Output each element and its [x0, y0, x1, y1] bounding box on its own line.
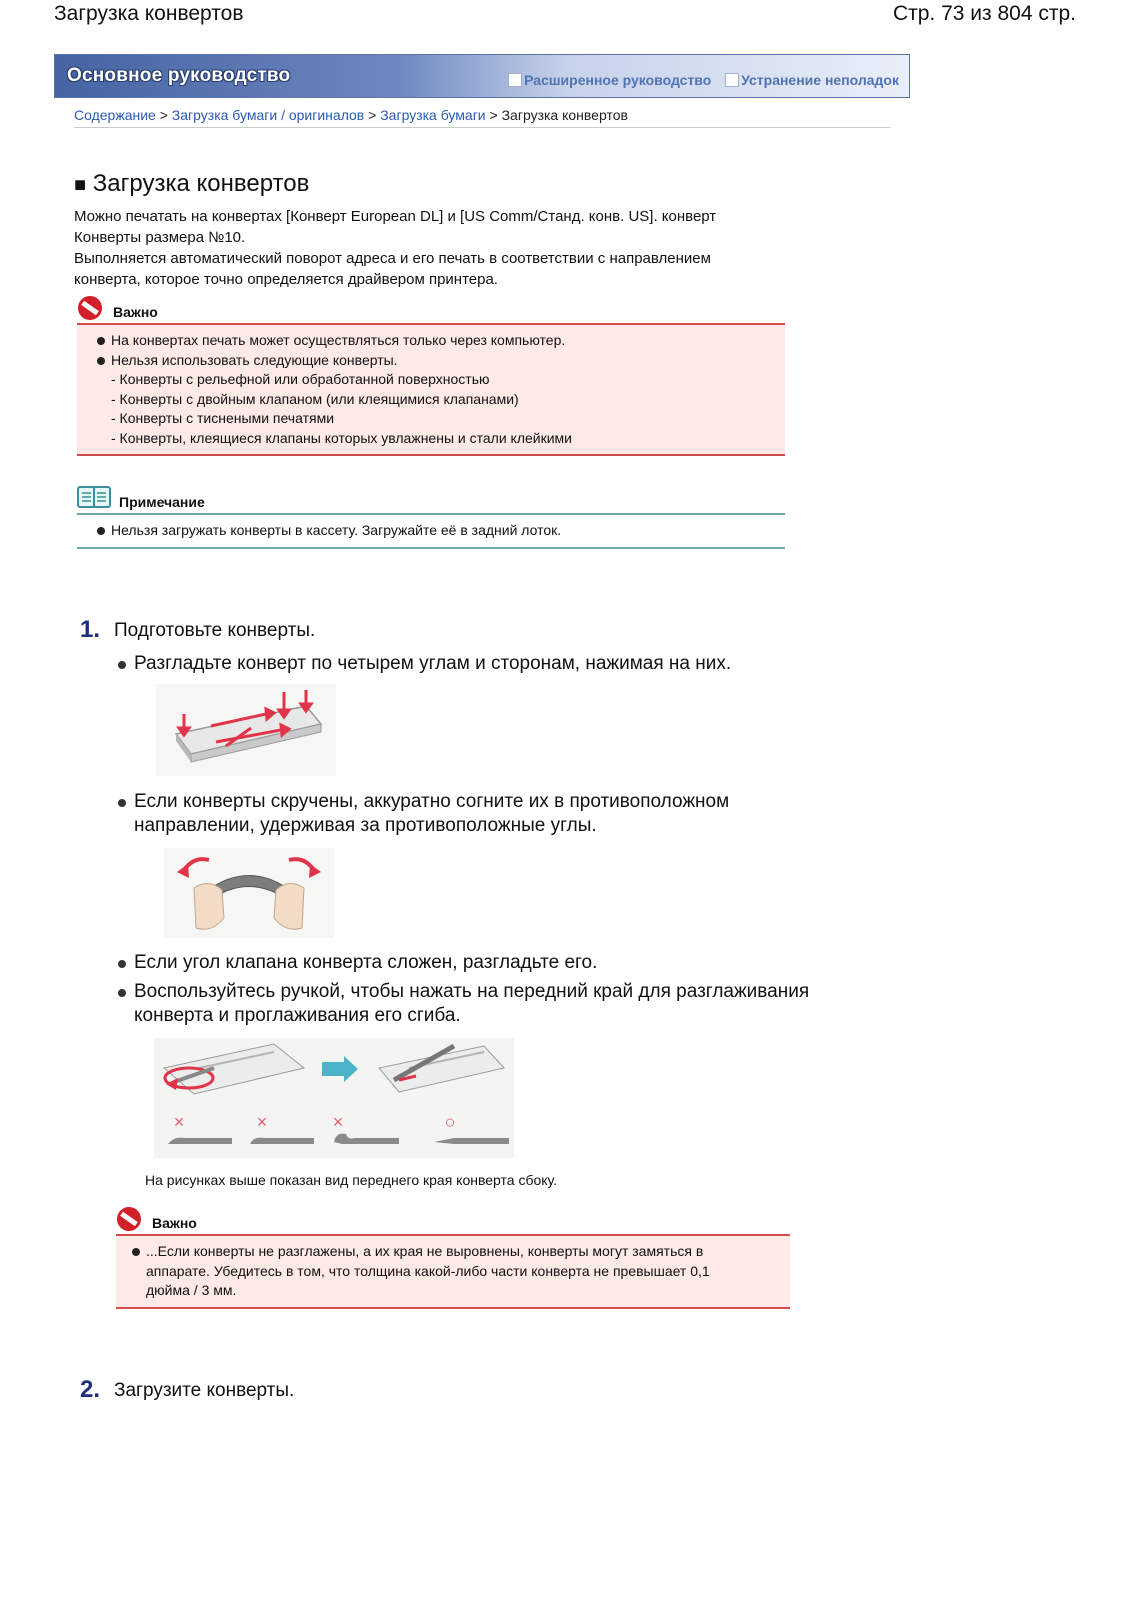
step-2	[78, 1376, 898, 1403]
illustration-caption: На рисунках выше показан вид переднего края конверта сбоку.	[145, 1172, 558, 1188]
square-icon	[725, 73, 739, 87]
manual-nav-banner	[54, 54, 910, 98]
bad-mark: ×	[332, 1112, 344, 1132]
prohibited-icon	[77, 295, 103, 321]
main-content	[74, 170, 874, 290]
breadcrumb-loading-paper[interactable]: Загрузка бумаги	[380, 107, 486, 123]
step-1-bullet-pen: Воспользуйтесь ручкой, чтобы нажать на передний край для разглаживания конверта и проглаживания его сгиба.	[72, 980, 964, 1028]
good-mark: ○	[444, 1112, 456, 1132]
step-1-bullet-curled: Если конверты скручены, аккуратно согните их в противоположном направлении, удерживая за противоположные углы.	[72, 790, 954, 838]
page-title: ■ Загрузка конвертов	[74, 170, 310, 197]
step-1-heading: 1. Подготовьте конверты.	[80, 616, 316, 643]
square-bullet-icon: ■	[74, 174, 87, 196]
breadcrumb-loading-paper-originals[interactable]: Загрузка бумаги / оригиналов	[171, 107, 365, 123]
page-header	[54, 2, 1076, 30]
important-label: Важно	[113, 304, 158, 320]
breadcrumb-current: Загрузка конвертов	[501, 107, 628, 123]
step-1	[78, 616, 898, 643]
bad-mark: ×	[173, 1112, 185, 1132]
list-item: - Конверты с тиснеными печатями	[111, 410, 335, 426]
prohibited-icon	[116, 1206, 142, 1232]
list-item: - Конверты, клеящиеся клапаны которых увлажнены и стали клейкими	[111, 429, 572, 446]
book-icon	[77, 485, 111, 509]
nav-links	[498, 72, 899, 88]
important-label: Важно	[152, 1215, 197, 1231]
list-item: Нельзя использовать следующие конверты.	[95, 351, 777, 371]
intro-text: Можно печатать на конвертах [Конверт European DL] и [US Comm/Станд. конв. US]. конверт Конверты размера №10. Выполняется автоматический поворот адреса и его печать в соответствии с направлением конверта, которое точно определяется драйвером принтера.	[74, 208, 717, 288]
step-2-heading: 2. Загрузите конверты.	[80, 1376, 295, 1403]
step-1-bullet-flatten: Разгладьте конверт по четырем углам и сторонам, нажимая на них.	[72, 652, 954, 676]
note-label: Примечание	[119, 494, 205, 510]
list-item: Нельзя загружать конверты в кассету. Загружайте её в задний лоток.	[95, 521, 777, 541]
basic-guide-link[interactable]: Основное руководство	[67, 65, 291, 86]
breadcrumb-contents[interactable]: Содержание	[74, 107, 156, 123]
note-callout	[77, 485, 785, 549]
page-counter: Стр. 73 из 804 стр.	[892, 2, 1076, 25]
pen-flatten-illustration	[154, 1038, 514, 1158]
breadcrumb: Содержание > Загрузка бумаги / оригиналов > Загрузка бумаги > Загрузка конвертов	[74, 107, 890, 128]
list-item: - Конверты с двойным клапаном (или клеящимися клапанами)	[111, 390, 519, 407]
document-title: Загрузка конвертов	[54, 2, 244, 25]
list-item: На конвертах печать может осуществляться только через компьютер.	[95, 331, 777, 351]
troubleshooting-link[interactable]: Устранение неполадок	[725, 72, 899, 88]
important-callout-2	[116, 1206, 790, 1309]
square-icon	[508, 73, 522, 87]
step-number: 2.	[80, 1376, 101, 1403]
bend-envelope-illustration	[164, 848, 334, 938]
flatten-envelope-illustration	[156, 684, 336, 776]
step-1-bullet-flap: Если угол клапана конверта сложен, разгладьте его.	[72, 951, 954, 975]
list-item: - Конверты с рельефной или обработанной поверхностью	[111, 371, 490, 387]
step-number: 1.	[80, 616, 101, 643]
important-callout	[77, 295, 785, 456]
advanced-guide-link[interactable]: Расширенное руководство	[508, 72, 711, 88]
bad-mark: ×	[256, 1112, 268, 1132]
list-item: ...Если конверты не разглажены, а их края не выровнены, конверты могут замяться в аппарате. Убедитесь в том, что толщина какой-либо части конверта не превышает 0,1 дюйма / 3 мм.	[130, 1242, 782, 1301]
